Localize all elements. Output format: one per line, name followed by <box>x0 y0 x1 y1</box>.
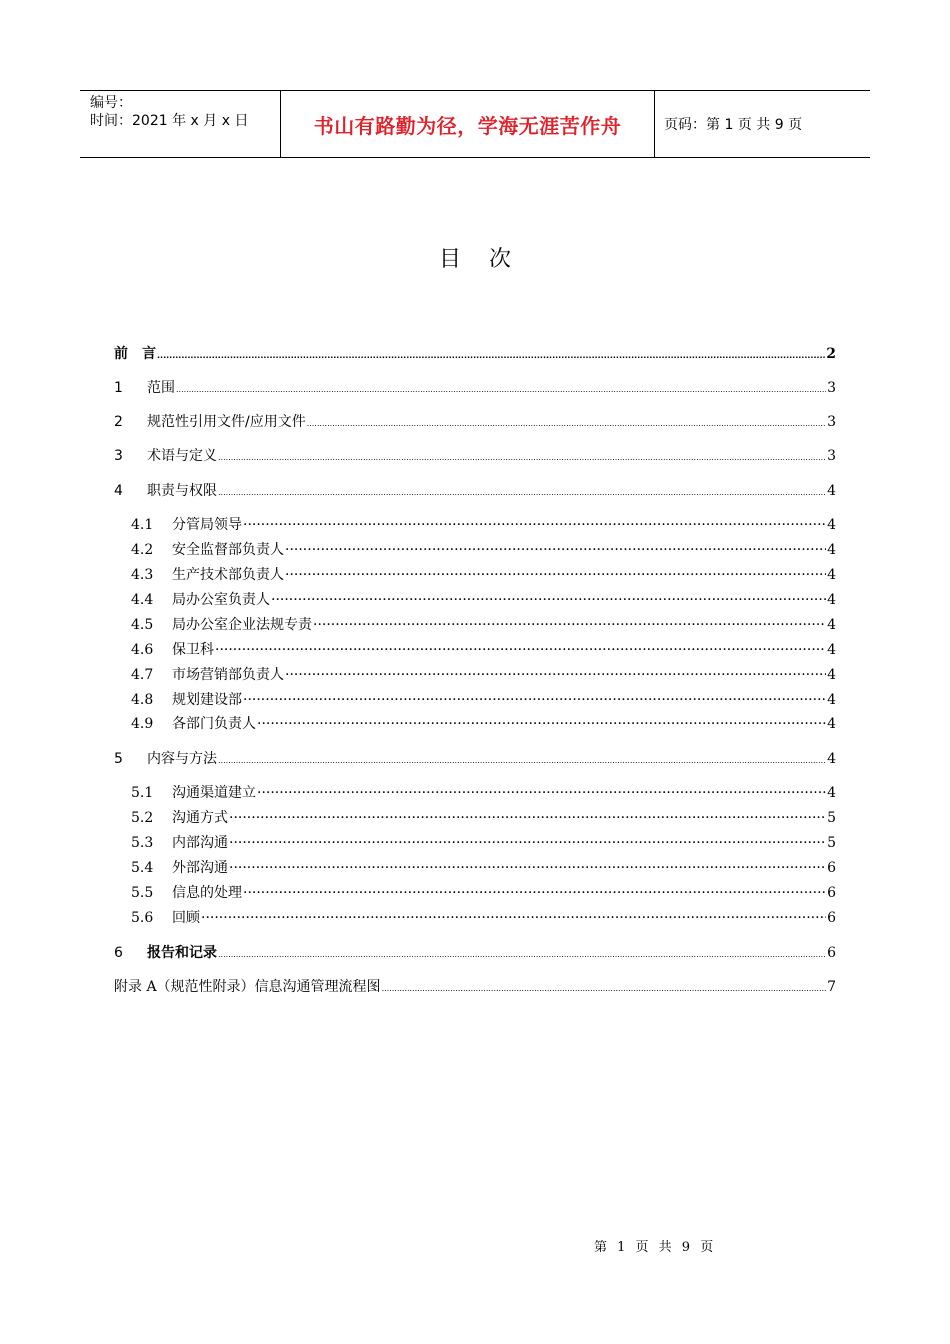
toc-entry-title: 范围 <box>147 380 175 396</box>
toc-dot-leader <box>229 860 826 876</box>
toc-entry-title: 报告和记录 <box>147 945 217 961</box>
toc-entry-number: 4.8 <box>131 692 154 708</box>
toc-entry-number: 前 言 <box>114 346 156 362</box>
toc-entry-page: 7 <box>827 979 836 995</box>
toc-entry[interactable] <box>131 664 836 684</box>
toc-entry-title: 内部沟通 <box>172 835 228 851</box>
toc-entry-number: 4.7 <box>131 667 154 683</box>
toc-entry-page: 4 <box>827 716 836 732</box>
toc-entry-page: 4 <box>827 667 836 683</box>
toc-entry-page: 3 <box>827 448 836 464</box>
toc-entry-number: 4.1 <box>131 517 154 533</box>
toc-entry-page: 4 <box>827 617 836 633</box>
toc-entry-title: 局办公室负责人 <box>172 592 270 608</box>
toc-entry[interactable] <box>114 976 836 996</box>
toc-entry-page: 4 <box>827 642 836 658</box>
toc-entry-title: 回顾 <box>172 910 200 926</box>
toc-entry-number: 4 <box>114 483 123 499</box>
toc-entry-page: 5 <box>827 810 836 826</box>
toc-entry[interactable] <box>131 589 836 609</box>
toc-entry-title: 术语与定义 <box>147 448 217 464</box>
toc-entry[interactable] <box>114 343 836 363</box>
toc-entry[interactable] <box>131 857 836 877</box>
toc-entry-number: 5.6 <box>131 910 154 926</box>
toc-entry-page: 6 <box>827 945 836 961</box>
toc-entry[interactable] <box>131 907 836 927</box>
toc-entry-page: 4 <box>827 517 836 533</box>
toc-entry-number: 4.4 <box>131 592 154 608</box>
toc-entry-page: 4 <box>827 751 836 767</box>
toc-dot-leader <box>243 692 826 708</box>
serial-label: 编号： <box>90 95 132 111</box>
toc-entry[interactable] <box>114 445 836 465</box>
toc-entry-title: 安全监督部负责人 <box>172 542 284 558</box>
toc-entry-number: 4.5 <box>131 617 154 633</box>
toc-dot-leader <box>176 380 826 396</box>
toc-entry-number: 5.2 <box>131 810 154 826</box>
toc-dot-leader <box>229 835 826 851</box>
toc-title: 目次 <box>438 247 539 272</box>
toc-dot-leader <box>271 592 826 608</box>
toc-dot-leader <box>382 979 827 995</box>
toc-entry[interactable] <box>131 832 836 852</box>
toc-entry-title: 职责与权限 <box>147 483 217 499</box>
toc-entry[interactable] <box>131 514 836 534</box>
toc-entry[interactable] <box>114 411 836 431</box>
toc-entry-title: 保卫科 <box>172 642 214 658</box>
toc-entry-title: 规范性引用文件/应用文件 <box>147 414 306 430</box>
toc-entry-page: 4 <box>827 785 836 801</box>
toc-dot-leader <box>243 885 826 901</box>
header-motto-cell <box>281 91 655 157</box>
toc-dot-leader <box>285 567 826 583</box>
page-info: 页码：第 1 页 共 9 页 <box>664 117 803 133</box>
toc-entry-number: 4.3 <box>131 567 154 583</box>
toc-entry-page: 6 <box>827 910 836 926</box>
document-header <box>80 90 870 158</box>
toc-entry-number: 2 <box>114 414 123 430</box>
toc-entry-page: 2 <box>826 346 836 362</box>
toc-dot-leader <box>307 414 826 430</box>
toc-entry-title: 沟通渠道建立 <box>172 785 256 801</box>
toc-entry-number: 5 <box>114 751 123 767</box>
toc-entry-number: 1 <box>114 380 123 396</box>
toc-dot-leader <box>201 910 826 926</box>
toc-entry-page: 3 <box>827 414 836 430</box>
toc-dot-leader <box>157 346 825 362</box>
toc-entry-title: 外部沟通 <box>172 860 228 876</box>
toc-entry-page: 3 <box>827 380 836 396</box>
motto-text: 书山有路勤为径，学海无涯苦作舟 <box>313 113 622 138</box>
toc-entry-page: 6 <box>827 860 836 876</box>
toc-entry[interactable] <box>131 782 836 802</box>
toc-entry-title: 生产技术部负责人 <box>172 567 284 583</box>
toc-entry-number: 4.9 <box>131 716 154 732</box>
toc-entry[interactable] <box>131 614 836 634</box>
toc-entry[interactable] <box>114 942 836 962</box>
toc-entry[interactable] <box>114 377 836 397</box>
toc-dot-leader <box>215 642 826 658</box>
toc-dot-leader <box>243 517 826 533</box>
page-footer: 第 1 页 共 9 页 <box>594 1240 714 1255</box>
toc-entry-page: 4 <box>827 592 836 608</box>
toc-entry-number: 4.6 <box>131 642 154 658</box>
toc-entry-title: 局办公室企业法规专责 <box>172 617 312 633</box>
toc-dot-leader <box>218 483 826 499</box>
header-page-cell <box>655 91 870 157</box>
toc-dot-leader <box>257 785 826 801</box>
toc-entry-title: 附录 A（规范性附录）信息沟通管理流程图 <box>114 979 381 995</box>
toc-entry-title: 沟通方式 <box>172 810 228 826</box>
toc-dot-leader <box>285 542 826 558</box>
header-left-cell <box>80 91 281 157</box>
toc-dot-leader <box>218 448 826 464</box>
toc-entry-page: 4 <box>827 567 836 583</box>
toc-entry[interactable] <box>131 807 836 827</box>
toc-entry[interactable] <box>131 564 836 584</box>
toc-entry-page: 4 <box>827 542 836 558</box>
toc-entry[interactable] <box>114 480 836 500</box>
toc-dot-leader <box>313 617 826 633</box>
toc-entry[interactable] <box>131 689 836 709</box>
toc-entry[interactable] <box>114 748 836 768</box>
toc-entry-title: 分管局领导 <box>172 517 242 533</box>
toc-entry[interactable] <box>131 882 836 902</box>
toc-entry-page: 5 <box>827 835 836 851</box>
toc-entry-number: 6 <box>114 945 123 961</box>
toc-entry[interactable] <box>131 639 836 659</box>
toc-entry-page: 4 <box>827 692 836 708</box>
toc-entry-title: 内容与方法 <box>147 751 217 767</box>
toc-entry-title: 市场营销部负责人 <box>172 667 284 683</box>
toc-entry[interactable] <box>131 539 836 559</box>
toc-entry[interactable] <box>131 713 836 733</box>
toc-entry-page: 6 <box>827 885 836 901</box>
toc-dot-leader <box>218 751 826 767</box>
toc-entry-number: 5.1 <box>131 785 154 801</box>
toc-dot-leader <box>229 810 826 826</box>
toc-entry-number: 5.4 <box>131 860 154 876</box>
toc-entry-title: 规划建设部 <box>172 692 242 708</box>
toc-entry-title: 信息的处理 <box>172 885 242 901</box>
date-line: 时间：2021 年 x 月 x 日 <box>90 113 249 129</box>
toc-entry-number: 4.2 <box>131 542 154 558</box>
toc-dot-leader <box>285 667 826 683</box>
toc-entry-number: 3 <box>114 448 123 464</box>
toc-dot-leader <box>257 716 826 732</box>
toc-entry-title: 各部门负责人 <box>172 716 256 732</box>
toc-entry-page: 4 <box>827 483 836 499</box>
toc-entry-number: 5.3 <box>131 835 154 851</box>
toc-entry-number: 5.5 <box>131 885 154 901</box>
toc-dot-leader <box>218 945 826 961</box>
